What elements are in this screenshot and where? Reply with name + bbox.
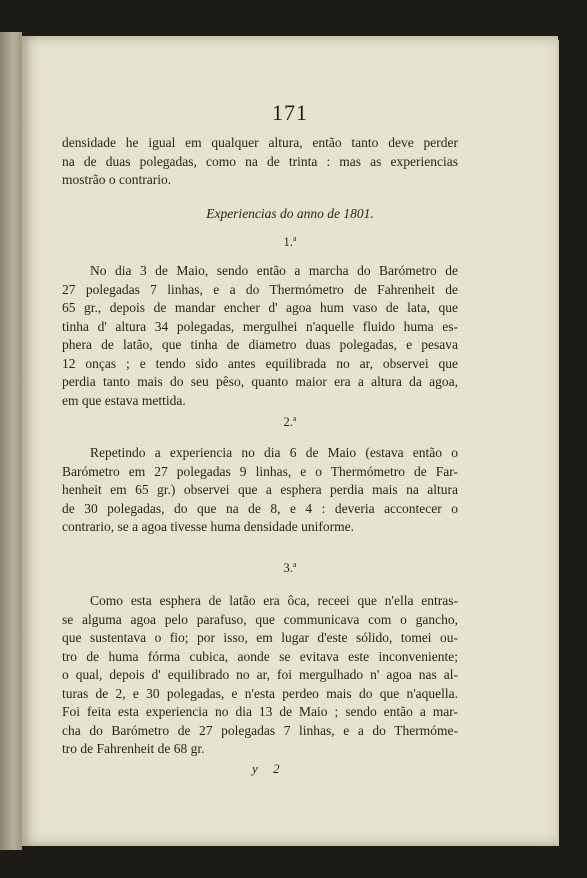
experiment-number-3: 3.$^a$ — [283, 560, 297, 576]
text-line: densidade he igual em qualquer altura, então tanto deve perder — [62, 135, 458, 150]
text-line: Como esta esphera de latão era ôca, receei que n'ella entras- — [90, 593, 458, 608]
text-line: henheit em 65 gr.) observei que a esphera perdia mais na altura — [62, 482, 458, 497]
experiment-3-paragraph — [62, 592, 458, 759]
text-line: perdia tanto mais do seu pêso, quanto maior era a altura da agoa, — [62, 374, 458, 389]
section-heading: Experiencias do anno de 1801. — [206, 206, 374, 221]
text-line: em que estava mettida. — [62, 392, 186, 408]
experiment-number-2: 2.$^a$ — [283, 414, 297, 430]
text-line: contrario, se a agoa tivesse huma densidade uniforme. — [62, 519, 355, 534]
experiment-1-paragraph — [62, 262, 458, 410]
text-line: se alguma agoa pelo parafuso, que communicava com o gancho, — [62, 611, 458, 627]
text-line: 27 polegadas 7 linhas, e a do Thermómetro de Fahrenheit de — [62, 281, 458, 297]
facing-page-edge — [0, 32, 22, 850]
signature-mark: y 2 — [252, 761, 286, 776]
text-line: 12 onças ; e tendo sido antes equilibrada no ar, observei que — [62, 355, 458, 371]
text-line: Barómetro em 27 polegadas 9 linhas, e o Thermómetro de Far- — [62, 463, 458, 479]
text-line: turas de 2, e 30 polegadas, e n'esta perdeo mais do que n'aquella. — [62, 685, 458, 701]
text-line: na de duas polegadas, como na de trinta : mas as experiencias — [62, 153, 458, 169]
text-line: Foi feita esta experiencia no dia 13 de Maio ; sendo então a mar- — [62, 704, 458, 719]
text-line: 65 gr., depois de mandar encher d' agoa hum vaso de lata, que — [62, 300, 458, 315]
text-line: o qual, depois d' equilibrado no ar, foi mergulhado n' agoa nas al- — [62, 667, 458, 682]
text-line: mostrão o contrario. — [62, 172, 172, 187]
book-page — [22, 36, 558, 846]
text-line: tinha d' altura 34 polegadas, mergulhei n'aquelle fluido huma es- — [62, 318, 458, 334]
experiment-2-paragraph — [62, 444, 458, 537]
text-line: tro de Fahrenheit de 68 gr. — [62, 741, 205, 756]
text-line: No dia 3 de Maio, sendo então a marcha do Barómetro de — [90, 263, 458, 278]
text-line: que sustentava o fio; por isso, em lugar d'este sólido, tomei ou- — [62, 630, 458, 645]
text-line: de 30 polegadas, do que na de 8, e 4 : deveria accontecer o — [62, 500, 458, 516]
text-line: phera de latão, que tinha de diametro duas polegadas, e pesava — [62, 337, 458, 352]
paragraph-continuation — [62, 134, 458, 190]
text-line: tro de huma fórma cubica, aonde se evitava este inconveniente; — [62, 648, 458, 664]
experiment-number-1: 1.$^a$ — [283, 234, 297, 250]
text-line: Repetindo a experiencia no dia 6 de Maio (estava então o — [90, 445, 458, 460]
text-line: cha do Barómetro de 27 polegadas 7 linhas, e a do Thermóme- — [62, 722, 458, 738]
page-number: 171 — [272, 100, 308, 125]
